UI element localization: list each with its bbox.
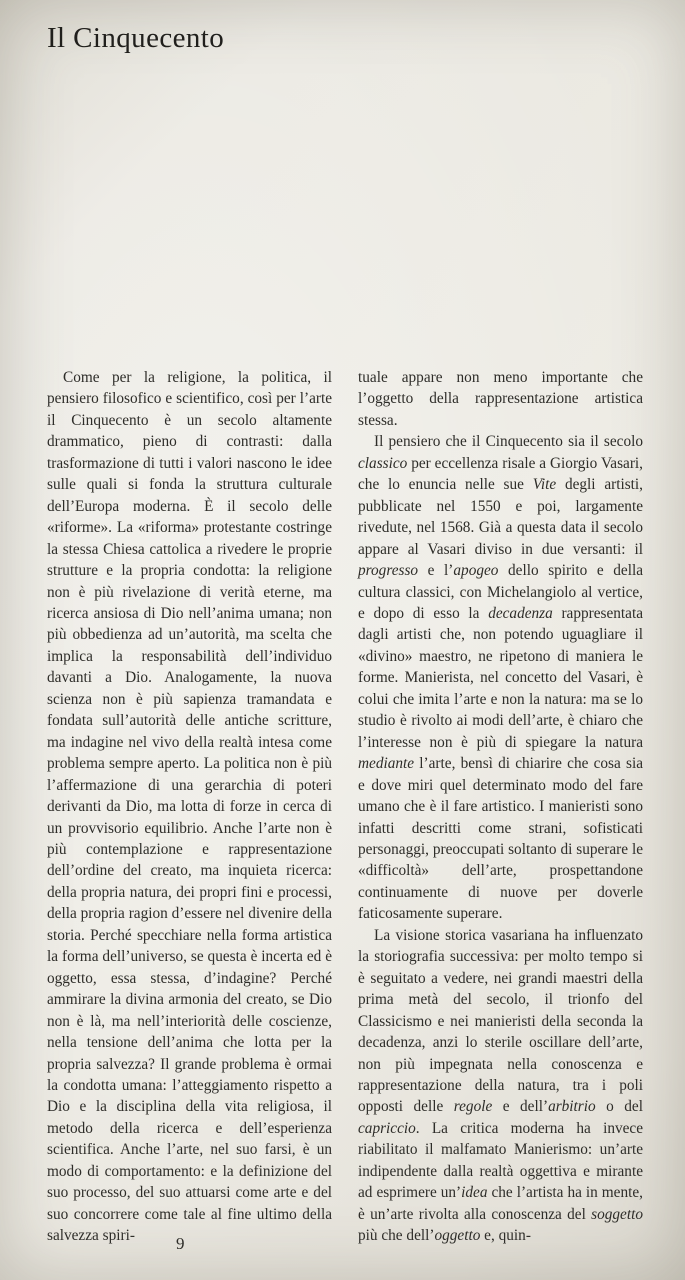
body-text: rappresentata dagli artisti che, non potendo uguagliare il «divino» maestro, ne ripetono di maniera le forme. Manierista, nel concetto del Vasari, è colui che imita l’arte e non la natura: ma se lo studio è rivolto ai modi dell’arte, è chiaro che l’interesse non è più di spiegare la natura	[358, 604, 644, 751]
page-title: Il Cinquecento	[47, 22, 225, 54]
body-text: dello spirito e della cultura classici, con Michelangiolo al vertice, e dopo di esso la	[358, 562, 643, 622]
paragraph	[358, 925, 643, 1247]
italic-text: regole	[453, 1098, 493, 1116]
column-right	[358, 367, 643, 1247]
body-text: e, quin-	[480, 1227, 531, 1245]
body-text: per eccellenza risale a Giorgio Vasari, che lo enuncia nelle sue	[358, 454, 643, 494]
body-text: Come per la religione, la politica, il pensiero filosofico e scientifico, così per l’arte il Cinquecento è un secolo altamente drammatico, pieno di contrasti: dalla trasformazione di tutti i valori nascono le idee sulle quali si fonda la struttura culturale dell’Europa moderna. È il secolo delle «riforme». La «riforma» protestante costringe la stessa Chiesa cattolica a rivedere le proprie strutture e la propria condotta: la religione non è più rivelazione di verità eterne, ma ricerca ansiosa di Dio nell’anima umana; non più obbedienza ad un’autorità, ma scelta che implica la responsabilità dell’individuo davanti a Dio. Analogamente, la nuova scienza non è più sapienza tramandata e fondata sull’autorità delle antiche scritture, ma indagine nel vivo della realtà intesa come problema sempre aperto. La politica non è più l’affermazione di una gerarchia di poteri derivanti da Dio, ma lotta di forze in cerca di un provvisorio equilibrio. Anche l’arte non è più contemplazione e rappresentazione dell’ordine del creato, ma inquieta ricerca: della propria natura, dei propri fini e processi, della propria ragion d’essere nel divenire della storia. Perché specchiare nella forma artistica la forma dell’universo, se questa è incerta ed è oggetto, essa stessa, d’indagine? Perché ammirare la divina armonia del creato, se Dio non è là, ma nell’interiorità delle coscienze, nella tensione dell’anima che lotta per la propria salvezza? Il grande problema è ormai la condotta umana: l’atteggiamento rispetto a Dio e la disciplina della vita religiosa, il metodo della ricerca e dell’esperienza scientifica. Anche l’arte, nel suo farsi, è un modo di comportamento: e la definizione del suo processo, del suo attuarsi come arte e del suo concorrere come tale al fine ultimo della salvezza spiri-	[47, 369, 332, 1245]
body-text: più che dell’	[358, 1227, 435, 1245]
italic-text: mediante	[358, 755, 415, 773]
paragraph	[47, 367, 332, 1247]
italic-text: idea	[461, 1184, 488, 1202]
italic-text: classico	[358, 454, 408, 472]
body-text: o del	[595, 1098, 643, 1116]
paragraph	[358, 431, 643, 924]
body-text: tuale appare non meno importante che l’oggetto della rappresentazione artistica stessa.	[358, 369, 643, 429]
paragraph	[358, 367, 643, 431]
italic-text: arbitrio	[548, 1098, 596, 1116]
italic-text: soggetto	[591, 1205, 643, 1223]
page-number: 9	[176, 1234, 185, 1253]
italic-text: Vite	[532, 476, 557, 494]
body-text: e dell’	[492, 1098, 549, 1116]
italic-text: capriccio	[358, 1119, 416, 1137]
body-text: La visione storica vasariana ha influenzato la storiografia successiva: per molto tempo si è seguitato a vedere, nei grandi maestri della prima metà del secolo, il trionfo del Classicismo e nei manieristi della seconda la decadenza, anzi lo sterile oscillare dell’arte, non più impegnata nella conoscenza e rappresentazione della natura, tra i poli opposti delle	[358, 926, 643, 1116]
body-text: e l’	[418, 562, 454, 580]
italic-text: decadenza	[488, 604, 553, 622]
body-text: degli artisti, pubblicate nel 1550 e poi, largamente rivedute, nel 1568. Già a questa data il secolo appare al Vasari diviso in due versanti: il	[358, 476, 643, 558]
body-text: . La critica moderna ha invece riabilitato il malfamato Manierismo: un’arte indipendente dalla realtà oggettiva e mirante ad esprimere un’	[358, 1119, 643, 1202]
italic-text: oggetto	[434, 1227, 481, 1245]
italic-text: apogeo	[453, 562, 499, 580]
column-left	[47, 367, 332, 1247]
text-columns	[47, 367, 643, 1247]
body-text: l’arte, bensì di chiarire che cosa sia e dove miri quel determinato modo del fare umano che è il fare artistico. I manieristi sono infatti descritti come strani, sofisticati personaggi, preoccupati soltanto di superare le «difficoltà» dell’arte, prospettandone continuamente di nuove per doverle faticosamente superare.	[358, 755, 643, 923]
body-text: Il pensiero che il Cinquecento sia il secolo	[374, 433, 643, 451]
italic-text: progresso	[358, 562, 419, 580]
body-text: che l’artista ha in mente, è un’arte rivolta alla conoscenza del	[358, 1184, 643, 1223]
